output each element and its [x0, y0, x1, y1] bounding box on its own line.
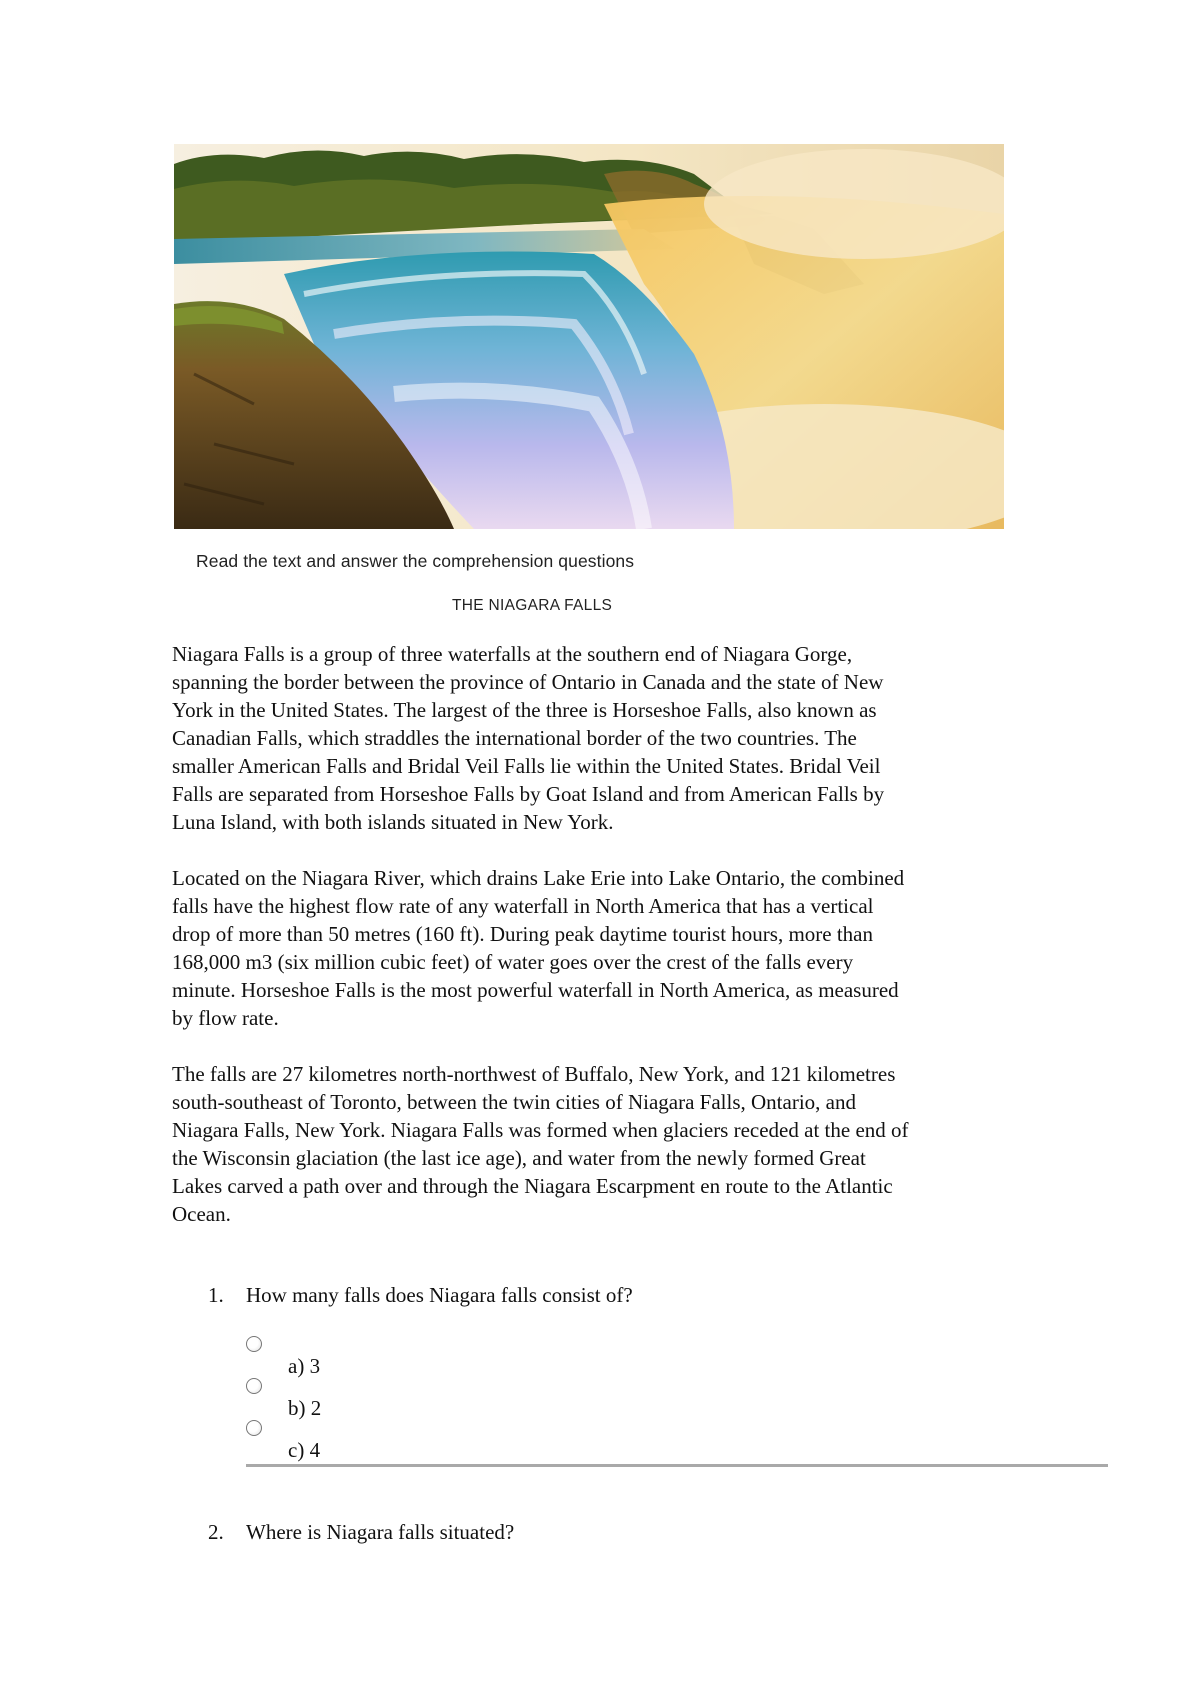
waterfall-image — [174, 144, 1004, 529]
paragraph-line: Lakes carved a path over and through the Niagara Escarpment en route to the Atlantic — [172, 1174, 893, 1198]
paragraph-2 — [172, 864, 1052, 1032]
paragraph-line: minute. Horseshoe Falls is the most powerful waterfall in North America, as measured — [172, 978, 899, 1002]
paragraph-line: falls have the highest flow rate of any waterfall in North America that has a vertical — [172, 894, 874, 918]
paragraph-line: south-southeast of Toronto, between the twin cities of Niagara Falls, Ontario, and — [172, 1090, 856, 1114]
paragraph-line: Ocean. — [172, 1202, 231, 1226]
paragraph-line: Falls are separated from Horseshoe Falls by Goat Island and from American Falls by — [172, 782, 885, 806]
paragraph-line: Located on the Niagara River, which drains Lake Erie into Lake Ontario, the combined — [172, 866, 905, 890]
option-label: a) 3 — [288, 1354, 321, 1378]
paragraph-1 — [172, 640, 1052, 836]
paragraph-line: Canadian Falls, which straddles the international border of the two countries. The — [172, 726, 857, 750]
radio-button[interactable] — [246, 1420, 262, 1436]
radio-button[interactable] — [246, 1336, 262, 1352]
paragraph-line: the Wisconsin glaciation (the last ice age), and water from the newly formed Great — [172, 1146, 866, 1170]
question-number: 2. — [208, 1520, 224, 1544]
paragraph-line: York in the United States. The largest of the three is Horseshoe Falls, also known as — [172, 698, 877, 722]
paragraph-3 — [172, 1060, 1052, 1228]
paragraph-line: 168,000 m3 (six million cubic feet) of water goes over the crest of the falls every — [172, 950, 854, 974]
divider — [246, 1464, 1108, 1467]
paragraph-line: spanning the border between the province of Ontario in Canada and the state of New — [172, 670, 884, 694]
question-2 — [208, 1518, 514, 1546]
paragraph-line: The falls are 27 kilometres north-northwest of Buffalo, New York, and 121 kilometres — [172, 1062, 896, 1086]
question-text: How many falls does Niagara falls consist of? — [246, 1283, 633, 1307]
paragraph-line: by flow rate. — [172, 1006, 279, 1030]
paragraph-line: Niagara Falls is a group of three waterfalls at the southern end of Niagara Gorge, — [172, 642, 853, 666]
question-text: Where is Niagara falls situated? — [246, 1520, 515, 1544]
option-label: c) 4 — [288, 1438, 321, 1462]
page-title: THE NIAGARA FALLS — [452, 597, 613, 614]
paragraph-line: drop of more than 50 metres (160 ft). During peak daytime tourist hours, more than — [172, 922, 873, 946]
radio-button[interactable] — [246, 1378, 262, 1394]
paragraph-line: smaller American Falls and Bridal Veil Falls lie within the United States. Bridal Veil — [172, 754, 881, 778]
instruction-text: Read the text and answer the comprehension questions — [196, 551, 635, 571]
question-number: 1. — [208, 1283, 224, 1307]
option-label: b) 2 — [288, 1396, 322, 1420]
paragraph-line: Luna Island, with both islands situated in New York. — [172, 810, 614, 834]
niagara-falls-photo — [174, 144, 1004, 529]
paragraph-line: Niagara Falls, New York. Niagara Falls was formed when glaciers receded at the end of — [172, 1118, 909, 1142]
question-1 — [208, 1281, 633, 1309]
